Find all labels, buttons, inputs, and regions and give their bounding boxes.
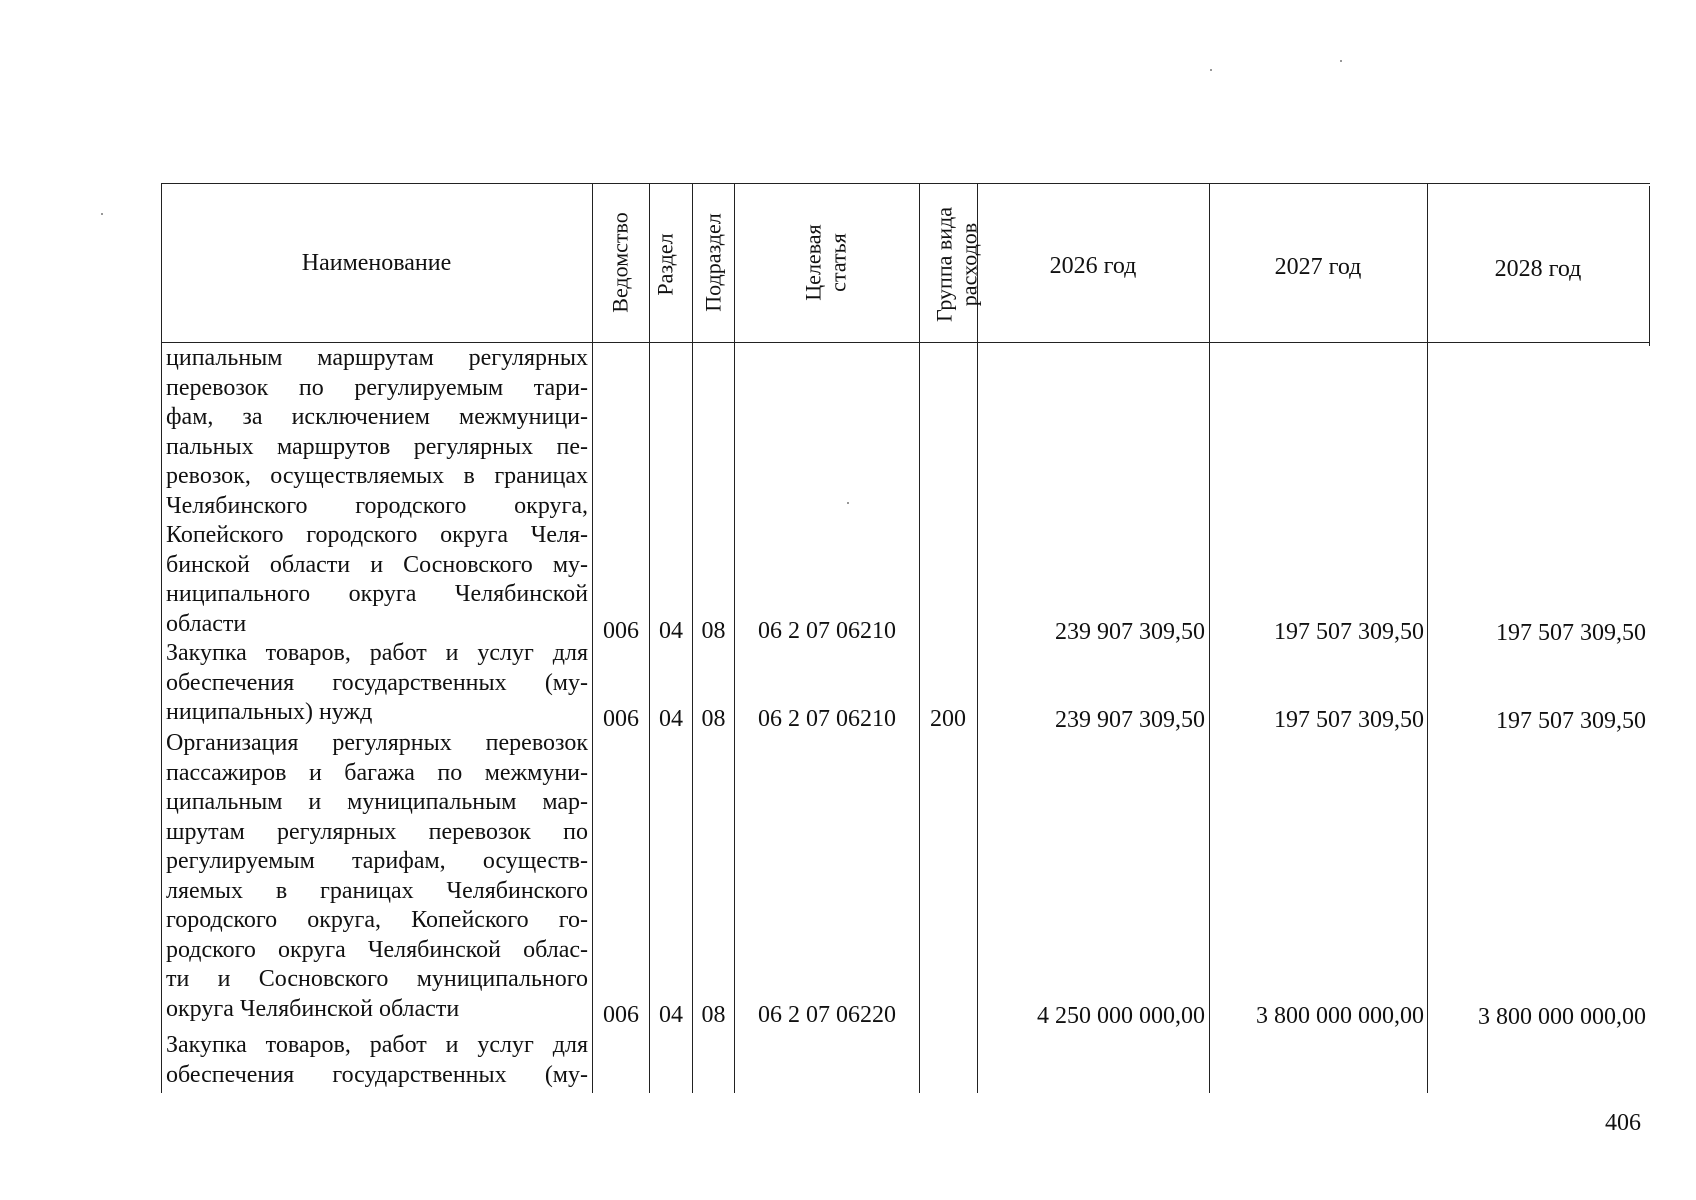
scan-speck: [1340, 60, 1342, 62]
row-3-name: [166, 729, 588, 1024]
row-3-2026: 4 250 000 000,00: [1037, 1003, 1205, 1029]
row-3-line: регулируемым тарифам, осуществ-: [166, 848, 588, 874]
header-vedomstvo: Ведомство: [607, 212, 633, 313]
row-1-razdel: 04: [659, 618, 683, 644]
row-3-razdel: 04: [659, 1002, 683, 1028]
row-2-line: ниципальных) нужд: [166, 699, 373, 725]
row-3-line: ти и Сосновского муниципального: [166, 966, 588, 992]
header-name: Наименование: [301, 250, 452, 276]
row-2-line: Закупка товаров, работ и услуг для: [166, 640, 588, 666]
row-1-line: пальных маршрутов регулярных пе-: [166, 433, 588, 460]
col-border-podrazdel: [734, 183, 735, 1093]
row-1-name: [166, 344, 588, 639]
header-target-line1: Целевая: [800, 224, 826, 301]
row-1-line: перевозок по регулируемым тари-: [166, 374, 588, 401]
col-border-left: [161, 183, 162, 1093]
header-2028: 2028 год: [1494, 256, 1582, 282]
header-target-line2: статья: [825, 233, 851, 292]
header-podrazdel: Подраздел: [700, 213, 726, 312]
row-3-target: 06 2 07 06220: [758, 1002, 896, 1028]
row-1-line: ципальным маршрутам регулярных: [166, 345, 588, 371]
row-2-name: [166, 639, 588, 728]
row-2-podrazdel: 08: [701, 706, 726, 732]
row-1-line: Челябинского городского округа,: [166, 492, 588, 519]
header-group-line2: расходов: [956, 222, 982, 307]
row-2-2026: 239 907 309,50: [1055, 707, 1205, 733]
row-3-line: родского округа Челябинской облас-: [166, 936, 588, 963]
row-3-line: пассажиров и багажа по межмуни-: [166, 759, 588, 786]
row-3-line: шрутам регулярных перевозок по: [166, 818, 588, 845]
row-1-2028: 197 507 309,50: [1496, 620, 1646, 646]
scan-speck: [1210, 69, 1212, 71]
row-1-2027: 197 507 309,50: [1274, 619, 1424, 645]
row-3-2028: 3 800 000 000,00: [1478, 1004, 1646, 1030]
col-border-2026: [1209, 183, 1210, 1093]
row-3-line: округа Челябинской области: [166, 995, 460, 1022]
row-1-line: области: [166, 610, 247, 637]
row-2-group: 200: [930, 706, 966, 732]
header-group-line1: Группа вида: [931, 207, 957, 322]
col-border-vedomstvo: [649, 183, 650, 1093]
row-3-line: ляемых в границах Челябинского: [166, 877, 588, 904]
row-2-line: обеспечения государственных (му-: [166, 669, 588, 696]
row-2-vedomstvo: 006: [603, 706, 639, 732]
row-1-line: фам, за исключением межмуници-: [166, 404, 588, 430]
row-2-razdel: 04: [659, 706, 683, 732]
scan-speck: [101, 213, 103, 215]
row-3-podrazdel: 08: [701, 1002, 726, 1028]
header-razdel: Раздел: [652, 233, 678, 296]
row-2-2027: 197 507 309,50: [1274, 707, 1424, 733]
row-3-line: городского округа, Копейского го-: [166, 907, 588, 933]
row-3-line: Организация регулярных перевозок: [166, 730, 588, 756]
col-border-2027: [1427, 183, 1428, 1093]
col-border-right: [1649, 186, 1650, 346]
row-3-vedomstvo: 006: [603, 1002, 639, 1028]
row-1-line: Копейского городского округа Челя-: [166, 522, 588, 548]
row-4-line: обеспечения государственных (му-: [166, 1061, 588, 1088]
row-1-line: ревозок, осуществляемых в границах: [166, 463, 588, 489]
header-2027: 2027 год: [1274, 254, 1362, 280]
row-2-target: 06 2 07 06210: [758, 706, 896, 732]
row-4-name: [166, 1031, 588, 1090]
row-1-target: 06 2 07 06210: [758, 618, 896, 644]
row-1-line: бинской области и Сосновского му-: [166, 551, 588, 578]
header-2026: 2026 год: [1049, 253, 1137, 279]
row-2-2028: 197 507 309,50: [1496, 708, 1646, 734]
col-border-target: [919, 183, 920, 1093]
row-1-podrazdel: 08: [701, 618, 726, 644]
row-1-vedomstvo: 006: [603, 618, 639, 644]
row-1-line: ниципального округа Челябинской: [166, 581, 588, 607]
row-4-line: Закупка товаров, работ и услуг для: [166, 1032, 588, 1058]
col-border-name: [592, 183, 593, 1093]
row-1-2026: 239 907 309,50: [1055, 619, 1205, 645]
row-3-2027: 3 800 000 000,00: [1256, 1003, 1424, 1029]
row-3-line: ципальным и муниципальным мар-: [166, 789, 588, 815]
scan-speck: [847, 502, 849, 504]
col-border-razdel: [692, 183, 693, 1093]
page-number: 406: [1605, 1110, 1641, 1136]
